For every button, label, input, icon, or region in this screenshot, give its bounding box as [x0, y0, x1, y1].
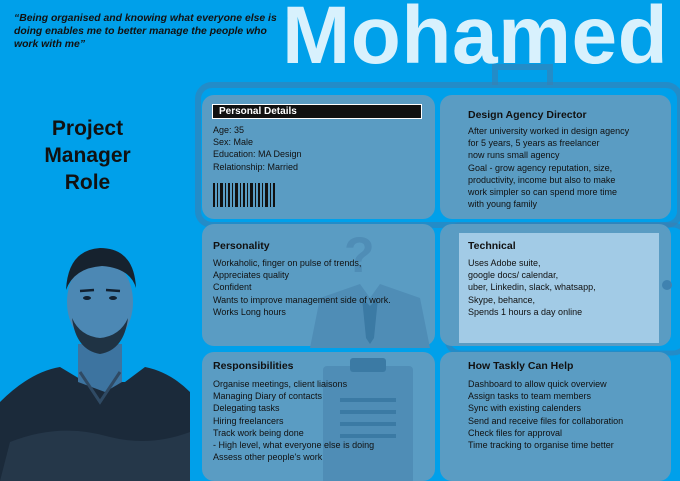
list-item: Managing Diary of contacts	[213, 391, 323, 402]
list-item: for 5 years, 5 years as freelancer	[468, 138, 600, 149]
persona-quote: “Being organised and knowing what everyone else is doing enables me to better manage the people who work with me”	[14, 13, 277, 50]
taskly-help-lines	[468, 378, 623, 451]
role-line: Project	[51, 117, 124, 140]
list-item: Appreciates quality	[213, 270, 290, 281]
personal-details-header	[212, 104, 422, 119]
list-item: Dashboard to allow quick overview	[468, 379, 607, 389]
list-item: Goal - grow agency reputation, size,	[468, 162, 613, 173]
barcode-icon	[213, 183, 275, 207]
role-line: Manager	[44, 144, 131, 167]
personality-lines	[213, 257, 391, 318]
list-item: Check files for approval	[468, 427, 563, 438]
list-item: Uses Adobe suite,	[468, 258, 541, 268]
list-item: Delegating tasks	[213, 403, 280, 414]
responsibilities-title: Responsibilities	[213, 360, 294, 372]
list-item: Age: 35	[213, 125, 245, 135]
director-lines	[468, 125, 629, 210]
list-item: Workaholic, finger on pulse of trends,	[213, 258, 362, 268]
personal-details-title: Personal Details	[219, 106, 297, 117]
taskly-help-title: How Taskly Can Help	[468, 360, 574, 372]
list-item: Education: MA Design	[213, 149, 302, 160]
list-item: Confident	[213, 282, 252, 293]
persona-photo	[0, 232, 190, 481]
list-item: work simpler so can spend more time	[468, 187, 618, 198]
technical-title: Technical	[468, 240, 516, 252]
phone-button-icon	[662, 280, 672, 290]
list-item: productivity, income but also to make	[468, 174, 616, 185]
list-item: Send and receive files for collaboration	[468, 415, 624, 426]
list-item: After university worked in design agency	[468, 126, 630, 136]
technical-lines	[468, 257, 596, 318]
persona-role	[20, 115, 155, 196]
list-item: Sex: Male	[213, 137, 254, 148]
list-item: - High level, what everyone else is doing	[213, 440, 375, 451]
personal-details-lines	[213, 124, 302, 173]
list-item: Hiring freelancers	[213, 415, 284, 426]
list-item: uber, Linkedin, slack, whatsapp,	[468, 282, 596, 293]
svg-text:?: ?	[344, 228, 375, 283]
list-item: Assign tasks to team members	[468, 391, 592, 402]
list-item: Time tracking to organise time better	[468, 440, 614, 451]
list-item: Organise meetings, client liaisons	[213, 379, 348, 389]
director-title: Design Agency Director	[468, 109, 587, 121]
role-line: Role	[64, 171, 111, 194]
list-item: Assess other people's work	[213, 452, 323, 463]
list-item: Wants to improve management side of work.	[213, 294, 391, 305]
list-item: Spends 1 hours a day online	[468, 306, 583, 317]
list-item: Skype, behance,	[468, 294, 536, 305]
persona-name: Mohamed	[282, 0, 669, 81]
responsibilities-lines	[213, 378, 374, 463]
list-item: Sync with existing calenders	[468, 403, 582, 414]
personality-title: Personality	[213, 240, 270, 252]
list-item: Relationship: Married	[213, 161, 299, 172]
list-item: Works Long hours	[213, 306, 286, 317]
list-item: with young family	[468, 199, 538, 210]
list-item: Track work being done	[213, 427, 304, 438]
list-item: google docs/ calendar,	[468, 270, 559, 281]
list-item: now runs small agency	[468, 150, 560, 161]
